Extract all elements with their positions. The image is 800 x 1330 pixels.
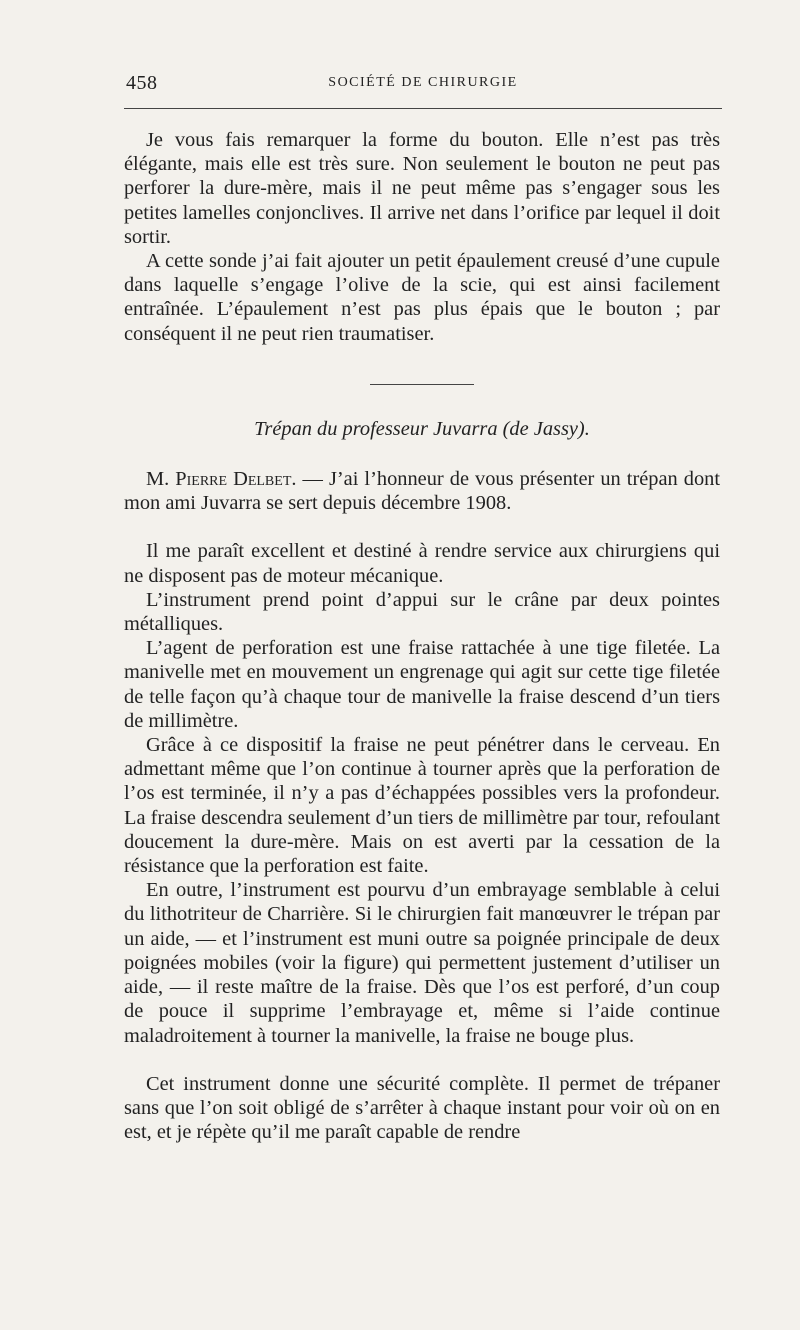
- page-number: 458: [126, 72, 158, 94]
- page-header: [126, 72, 720, 96]
- paragraph: Je vous fais remarquer la forme du bouton. Elle n’est pas très élégante, mais elle est très sure. Non seulement le bouton ne peut pas perforer la dure-mère, mais il ne peut même pas s’engager sous les petites lamelles conjonclives. Il arrive net dans l’orifice par lequel il doit sortir.: [124, 129, 720, 248]
- speaker-name: Pierre Delbet.: [175, 468, 297, 491]
- spacer: [124, 346, 720, 384]
- speaker-paragraph: [124, 467, 720, 515]
- paragraph: L’instrument prend point d’appui sur le crâne par deux pointes métalliques.: [124, 588, 720, 636]
- spacer: [124, 515, 720, 539]
- header-rule: [124, 108, 722, 109]
- paragraph: A cette sonde j’ai fait ajouter un petit épaulement creusé d’une cupule dans laquelle s’engage l’olive de la scie, qui est ainsi facilement entraînée. L’épaulement n’est pas plus épais que le bouton ; par conséquent il ne peut rien traumatiser.: [124, 250, 720, 345]
- spacer: [124, 1048, 720, 1072]
- section-rule: [370, 384, 474, 385]
- body-text: [124, 128, 720, 1144]
- paragraph: L’agent de perforation est une fraise rattachée à une tige filetée. La manivelle met en mouvement un engrenage qui agit sur cette tige filetée de telle façon qu’à chaque tour de manivelle la fraise descend d’un tiers de millimètre.: [124, 637, 720, 732]
- running-head: SOCIÉTÉ DE CHIRURGIE: [328, 75, 518, 90]
- paragraph: Grâce à ce dispositif la fraise ne peut pénétrer dans le cerveau. En admettant même que l’on continue à tourner après que la perforation de l’os est terminée, il n’y a pas d’échappées possibles vers la profondeur. La fraise descendra seulement d’un tiers de millimètre par tour, refoulant doucement la dure-mère. Mais on est averti par la cessation de la résistance que la perforation est faite.: [124, 734, 720, 878]
- speaker-text: — J’ai l’honneur de vous présenter un trépan dont mon ami Juvarra se sert depuis décembre 1908.: [124, 468, 721, 515]
- paragraph: Il me paraît excellent et destiné à rendre service aux chirurgiens qui ne disposent pas de moteur mécanique.: [124, 540, 720, 587]
- section-title: Trépan du professeur Juvarra (de Jassy).: [254, 417, 590, 440]
- paragraph: En outre, l’instrument est pourvu d’un embrayage semblable à celui du lithotriteur de Charrière. Si le chirurgien fait manœuvrer le trépan par un aide, — et l’instrument est muni outre sa poignée principale de deux poignées mobiles (voir la figure) qui permettent justement d’utiliser un aide, — il reste maître de la fraise. Dès que l’os est perforé, d’un coup de pouce il supprime l’embrayage et, même si l’aide continue maladroitement à tourner la manivelle, la fraise ne bouge plus.: [124, 879, 720, 1047]
- speaker-prefix: M.: [146, 468, 176, 491]
- paragraph: Cet instrument donne une sécurité complète. Il permet de trépaner sans que l’on soit obligé de s’arrêter à chaque instant pour voir où on en est, et je répète qu’il me paraît capable de rendre: [124, 1072, 720, 1144]
